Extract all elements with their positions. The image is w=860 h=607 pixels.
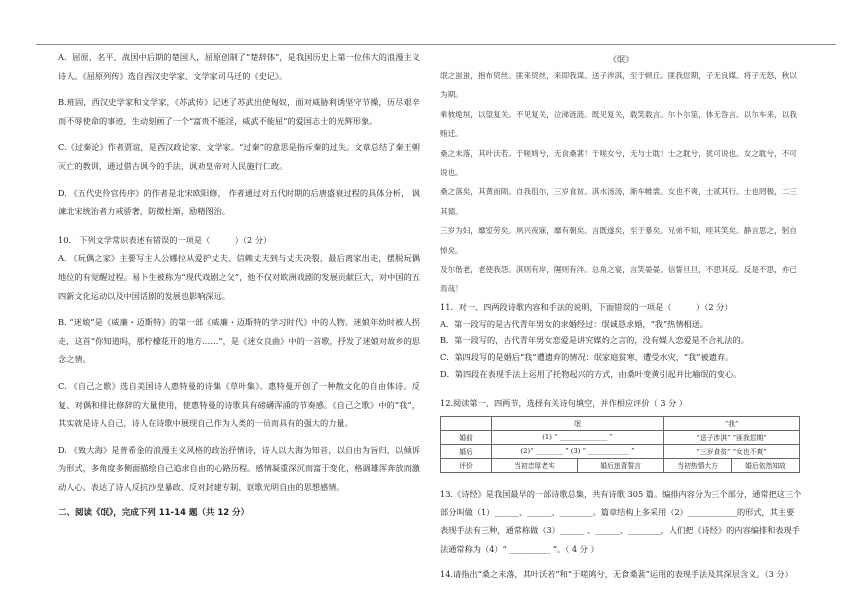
fill-blank-1[interactable]: (1) “ ______________ ”	[492, 430, 664, 444]
q11-option-d: D．第四段在表现手法上运用了托物起兴的方式，由桑叶变黄引起并比喻氓的变心。	[440, 369, 742, 380]
q10-option-d: D. 《致大海》是普希金的浪漫主义风格的政治抒情诗，诗人以大海为知音，以自由为旨归，以倾诉为形式，多角度多侧面描绘自己追求自由的心路历程。感情凝重深沉而富于变化，格调雄浑奔放而激动人心。表达了诗人反抗沙皇暴政、反对封建专制、讴歌光明自由的思想感情。	[58, 444, 420, 492]
right-column	[440, 48, 802, 583]
table-cell: 婚后违背誓言	[578, 458, 664, 472]
q10-option-c: C. 《自己之歌》选自美国诗人惠特曼的诗集《草叶集》。惠特曼开创了一种散文化的自由体诗。反复、对偶和排比修辞的大量使用，使惠特曼的诗歌具有磅礴浑涌的节奏感。《自己之歌》中的“我”，其实就是诗人自己，诗人在诗歌中展现自己作为人类的一员而具有的强大的力量。	[58, 380, 420, 429]
table-row	[441, 458, 800, 472]
fill-blank-2-3[interactable]: (2)“ ________ ” (3) “ ____________ ”	[492, 444, 664, 458]
row-label-before: 婚前	[441, 430, 492, 444]
poem-stanza-3: 桑之未落，其叶沃若。于嗟鸠兮，无食桑葚！于嗟女兮，无与士耽！士之耽兮，犹可说也。女之耽兮，不可说也。	[440, 148, 797, 178]
q14-text: 14.请指出“桑之未落，其叶沃若”和“于嗟鸠兮，无食桑葚”运用的表现手法及其深层含义。（3 分）	[440, 569, 793, 580]
top-rule	[36, 44, 836, 45]
poem-stanza-2: 乘彼垝垣，以望复关。不见复关，泣涕涟涟。既见复关，载笑载言。尔卜尔筮，体无咎言。以尔车来，以我贿迁。	[440, 109, 797, 139]
q12-stem: 12.阅读第一、四两节，选择有关诗句填空，并作相应评价（ 3 分 ）	[440, 397, 688, 408]
q13-text: 13.《诗经》是我国最早的一部诗歌总集，共有诗歌 305 篇。编排内容分为三个部分，通常把这三个部分叫做（1）______、______、________。篇章结构上多采用（2）____________的形式，其主要表现手法有三种，通常称做（3）______ 、______、________，人们把《诗经》的内容编排和表现手法通常称为（4）“ __________ ”。（ 4 分 ）	[440, 488, 802, 554]
q10-option-a: A. 《玩偶之家》主要写主人公娜拉从爱护丈夫、信赖丈夫到与丈夫决裂，最后离家出走，摆脱玩偶地位的有觉醒过程。易卜生被称为“现代戏剧之父”，他不仅对欧洲戏剧的发展贡献巨大，对中国的五四新文化运动以及中国话剧的发展也影响深远。	[58, 253, 420, 301]
q11-stem: 11．对一、四两段诗歌内容和手法的说明，下面错误的一项是（ ）（2 分）	[440, 301, 733, 312]
q9-option-a: A．屈原，名平，战国中后期的楚国人，屈原创制了“楚辞体”，是我国历史上第一位伟大的浪漫主义诗人。《屈原列传》选自西汉史学家、文学家司马迁的《史记》。	[58, 52, 420, 81]
table-cell: “三岁食贫” “女也不爽”	[664, 444, 800, 458]
table-row	[441, 444, 800, 458]
q9-option-c: C.《过秦论》作者贾谊，是西汉政论家、文学家。“过秦”的意思是指斥秦的过失。文章总结了秦王朝灭亡的教训，通过借古讽今的手法，讽劝皇帝对人民施行仁政。	[58, 142, 420, 171]
q10-option-b: B. “迷娘”是《威廉・迈斯特》的第一部《威廉・迈斯特的学习时代》中的人物。迷娘年幼时被人拐走，这首“你知道吗，那柠檬花开的地方……”，是《迷女良曲》中的一首歌，抒发了迷娘对故乡的思念之情。	[58, 317, 420, 365]
table-header-mang: 氓	[492, 416, 664, 430]
section-title: 二、阅读《氓》，完成下列 11-14 题（共 12 分）	[58, 508, 250, 519]
table-cell: 当初热情大方	[664, 458, 732, 472]
poem-stanza-4: 桑之落矣，其黄而陨。自我徂尔，三岁食贫。淇水汤汤，渐车帷裳。女也不爽，士贰其行。士也罔极，二三其德。	[440, 187, 797, 216]
q11-option-a: A．第一段写的是古代青年男女的求婚经过：氓诚恳求婚，“我”热情相送。	[440, 318, 709, 329]
q12-table	[440, 416, 800, 473]
table-cell	[441, 416, 492, 430]
poem-stanza-6: 及尔偕老，老使我怨。淇则有岸，隰则有泮。总角之宴，言笑晏晏。信誓旦旦，不思其反。反是不思，亦已焉哉！	[440, 265, 797, 294]
row-label-eval: 评价	[441, 458, 492, 472]
table-header-wo: “我”	[664, 416, 800, 430]
poem-stanza-1: 氓之蚩蚩，抱布贸丝。匪来贸丝，来即我谋。送子涉淇，至于顿丘。匪我愆期，子无良媒。将子无怒，秋以为期。	[440, 71, 797, 100]
table-cell: 当初忠厚老实	[492, 458, 578, 472]
q9-option-b: B.班固，西汉史学家和文学家，《苏武传》记述了苏武出使匈奴，面对威胁利诱坚守节操，历尽艰辛而不辱使命的事迹，生动刻画了一个“富贵不能淫，威武不能屈”的爱国志士的光辉形象。	[58, 97, 420, 126]
poem-stanza-5: 三岁为妇，靡室劳矣。夙兴夜寐，靡有朝矣。言既遂矣，至于暴矣。兄弟不知，咥其笑矣。静言思之，躬自悼矣。	[440, 226, 797, 255]
q11-option-c: C．第四段写的是婚后“我”遭遗弃的情况：氓家庭贫寒，遭受水灾，“我”被遗弃。	[440, 352, 734, 363]
q11-option-b: B．第一段写的，古代青年男女恋爱是讲究媒妁之言的，没有媒人恋爱是不合礼法的。	[440, 335, 749, 346]
left-column	[58, 48, 420, 518]
q9-option-d: D. 《五代史伶官传序》的作者是北宋欧阳修， 作者通过对五代时期的后唐盛衰过程的具体分析， 讽谏北宋统治者力戒骄奢，防微杜渐，励精图治。	[58, 187, 420, 217]
table-cell: 婚后依然知故	[732, 458, 800, 472]
table-cell: “送子涉淇” “匪我愆期”	[664, 430, 800, 444]
row-label-after: 婚后	[441, 444, 492, 458]
poem-title: 《氓》	[608, 54, 634, 64]
table-row	[441, 416, 800, 430]
q10-stem: 10. 下列文学常识表述有错误的一项是（ ）（2 分）	[58, 234, 272, 245]
table-row	[441, 430, 800, 444]
